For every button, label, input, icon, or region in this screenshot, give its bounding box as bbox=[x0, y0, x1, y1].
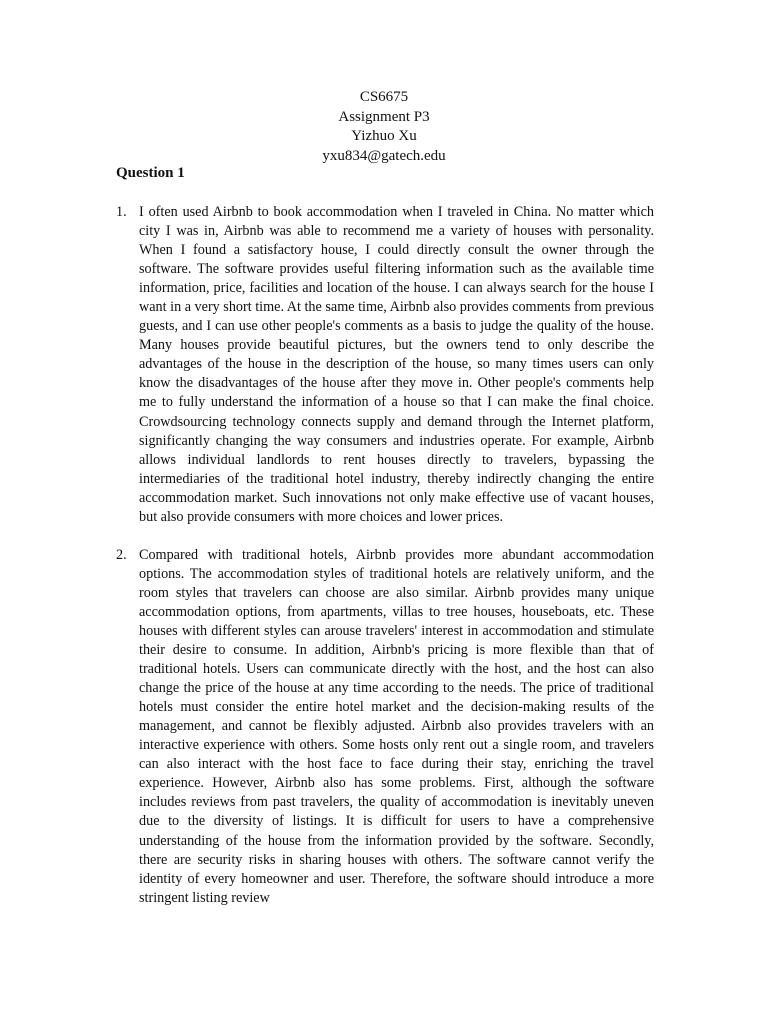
course-code: CS6675 bbox=[359, 89, 409, 105]
question-heading: Question 1 bbox=[116, 165, 185, 181]
author-name: Yizhuo Xu bbox=[351, 128, 417, 144]
answer-text: I often used Airbnb to book accommodation when I traveled in China. No matter which city I was in, Airbnb was able to recommend me a variety of houses with personality. When I found a satisfactory house, I could directly consult the owner through the software. The software provides useful filtering information such as the available time information, price, facilities and location of the house. I can always search for the house I want in a very short time. At the same time, Airbnb also provides comments from previous guests, and I can use other people's comments as a basis to judge the quality of the house. Many houses provide beautiful pictures, but the owners tend to only describe the advantages of the house in the description of the house, so many times users can only know the disadvantages of the house after they move in. Other people's comments help me to fully understand the information of a house so that I can make the final choice. Crowdsourcing technology connects supply and demand through the Internet platform, significantly changing the way consumers and industries operate. For example, Airbnb allows individual landlords to rent houses directly to travelers, bypassing the intermediaries of the traditional hotel industry, thereby indirectly changing the entire accommodation market. Such innovations not only make effective use of vacant houses, but also provide consumers with more choices and lower prices. bbox=[139, 204, 654, 525]
answer-item bbox=[116, 546, 654, 908]
assignment-title: Assignment P3 bbox=[338, 108, 430, 125]
answer-item bbox=[116, 203, 654, 527]
document-header bbox=[0, 88, 768, 166]
answer-number: 2. bbox=[116, 546, 127, 563]
answer-list bbox=[116, 203, 654, 927]
author-email: yxu834@gatech.edu bbox=[322, 147, 446, 164]
answer-number: 1. bbox=[116, 204, 127, 220]
answer-text: Compared with traditional hotels, Airbnb provides more abundant accommodation options. The accommodation styles of traditional hotels are relatively uniform, and the room styles that travelers can choose are also similar. Airbnb provides many unique accommodation options, from apartments, villas to tree houses, houseboats, etc. These houses with different styles can arouse travelers' interest in accommodation and stimulate their desire to consume. In addition, Airbnb's pricing is more flexible than that of traditional hotels. Users can communicate directly with the host, and the host can also change the price of the house at any time according to the needs. The price of traditional hotels must consider the entire hotel market and the decision-making results of the management, and cannot be flexibly adjusted. Airbnb also provides travelers with an interactive experience with others. Some hosts only rent out a single room, and travelers can also interact with the host face to face during their stay, enriching the travel experience. However, Airbnb also has some problems. First, although the software includes reviews from past travelers, the quality of accommodation is inevitably uneven due to the diversity of listings. It is difficult for users to have a comprehensive understanding of the house from the information provided by the software. Secondly, there are security risks in sharing houses with others. The software cannot verify the identity of every homeowner and user. Therefore, the software should introduce a more stringent listing review bbox=[139, 546, 654, 906]
